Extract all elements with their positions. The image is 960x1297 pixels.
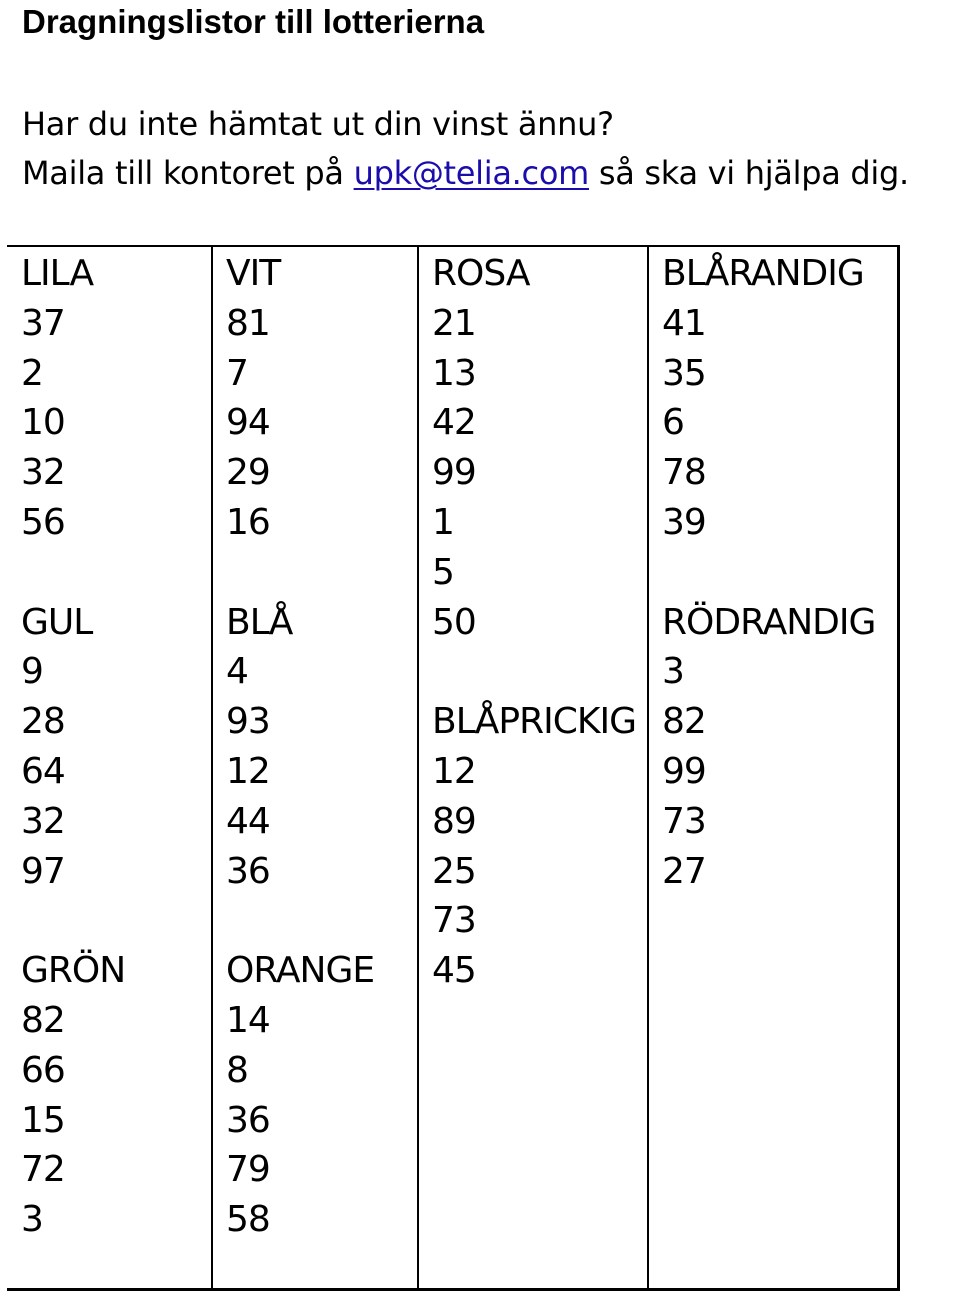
winning-number: 99 [662, 750, 706, 792]
column-1 [7, 247, 211, 1288]
lottery-group-name: BLÅ [226, 601, 293, 643]
winning-number: 21 [432, 302, 476, 344]
lottery-group-name: LILA [21, 253, 94, 294]
winning-number: 93 [226, 701, 270, 743]
winning-number: 1 [432, 501, 454, 543]
winning-number: 72 [21, 1149, 65, 1191]
winning-number: 28 [21, 701, 65, 743]
winning-number: 66 [21, 1049, 65, 1091]
winning-number: 12 [432, 750, 476, 792]
winning-number: 64 [21, 750, 65, 792]
lottery-group-name: GUL [21, 601, 93, 643]
winning-number: 13 [432, 352, 476, 394]
winning-number: 81 [226, 302, 270, 344]
lottery-group [662, 598, 875, 897]
winning-number: 5 [432, 551, 454, 593]
winning-number: 42 [432, 402, 476, 444]
winning-number: 12 [226, 750, 270, 792]
email-link[interactable]: upk@telia.com [353, 154, 589, 192]
winning-number: 94 [226, 402, 270, 444]
winning-number: 39 [662, 501, 706, 543]
winning-number: 37 [21, 302, 65, 344]
winning-number: 45 [432, 950, 476, 992]
winning-number: 29 [226, 452, 270, 494]
winning-number: 25 [432, 850, 476, 892]
winning-number: 8 [226, 1049, 248, 1091]
winning-number: 6 [662, 402, 684, 444]
column-2 [211, 247, 417, 1288]
winning-number: 14 [226, 999, 270, 1041]
winning-number: 3 [21, 1199, 43, 1241]
winning-number: 32 [21, 800, 65, 842]
column-4 [647, 247, 897, 1288]
winning-number: 15 [21, 1099, 65, 1141]
group-spacer [432, 647, 636, 697]
draw-list-table [7, 245, 900, 1291]
winning-number: 10 [21, 402, 65, 444]
group-spacer [21, 896, 125, 946]
winning-number: 9 [21, 651, 43, 693]
winning-number: 36 [226, 850, 270, 892]
lottery-group [226, 249, 374, 548]
lottery-group-name: BLÅRANDIG [662, 253, 864, 294]
winning-number: 36 [226, 1099, 270, 1141]
lottery-group-name: BLÅPRICKIG [432, 701, 636, 743]
group-spacer [226, 896, 374, 946]
winning-number: 73 [662, 800, 706, 842]
lottery-group-name: RÖDRANDIG [662, 601, 876, 643]
lottery-group-name: ROSA [432, 253, 530, 294]
intro-line-2-before: Maila till kontoret på [22, 154, 354, 192]
lottery-group [226, 946, 374, 1245]
column-3 [417, 247, 647, 1288]
winning-number: 44 [226, 800, 270, 842]
lottery-group-name: VIT [226, 253, 281, 294]
lottery-group [432, 697, 636, 996]
intro-text [22, 100, 909, 198]
winning-number: 4 [226, 651, 248, 693]
lottery-group-name: ORANGE [226, 950, 375, 992]
winning-number: 41 [662, 302, 706, 344]
group-spacer [226, 548, 374, 598]
winning-number: 35 [662, 352, 706, 394]
winning-number: 2 [21, 352, 43, 394]
winning-number: 99 [432, 452, 476, 494]
winning-number: 56 [21, 501, 65, 543]
lottery-group [226, 598, 374, 897]
lottery-group [432, 249, 636, 647]
winning-number: 27 [662, 850, 706, 892]
lottery-group [21, 249, 125, 548]
lottery-group [21, 598, 125, 897]
lottery-group-name: GRÖN [21, 950, 126, 992]
winning-number: 73 [432, 900, 476, 942]
winning-number: 7 [226, 352, 248, 394]
winning-number: 82 [21, 999, 65, 1041]
winning-number: 16 [226, 501, 270, 543]
winning-number: 89 [432, 800, 476, 842]
intro-line-1: Har du inte hämtat ut din vinst ännu? [22, 105, 614, 143]
group-spacer [662, 548, 875, 598]
winning-number: 3 [662, 651, 684, 693]
winning-number: 50 [432, 601, 476, 643]
winning-number: 82 [662, 701, 706, 743]
winning-number: 79 [226, 1149, 270, 1191]
winning-number: 32 [21, 452, 65, 494]
lottery-group [662, 249, 875, 548]
intro-line-2-after: så ska vi hjälpa dig. [588, 154, 909, 192]
winning-number: 97 [21, 850, 65, 892]
group-spacer [21, 548, 125, 598]
intro-line-2 [22, 149, 909, 198]
winning-number: 58 [226, 1199, 270, 1241]
winning-number: 78 [662, 452, 706, 494]
lottery-group [21, 946, 125, 1245]
page-title: Dragningslistor till lotterierna [22, 3, 485, 40]
